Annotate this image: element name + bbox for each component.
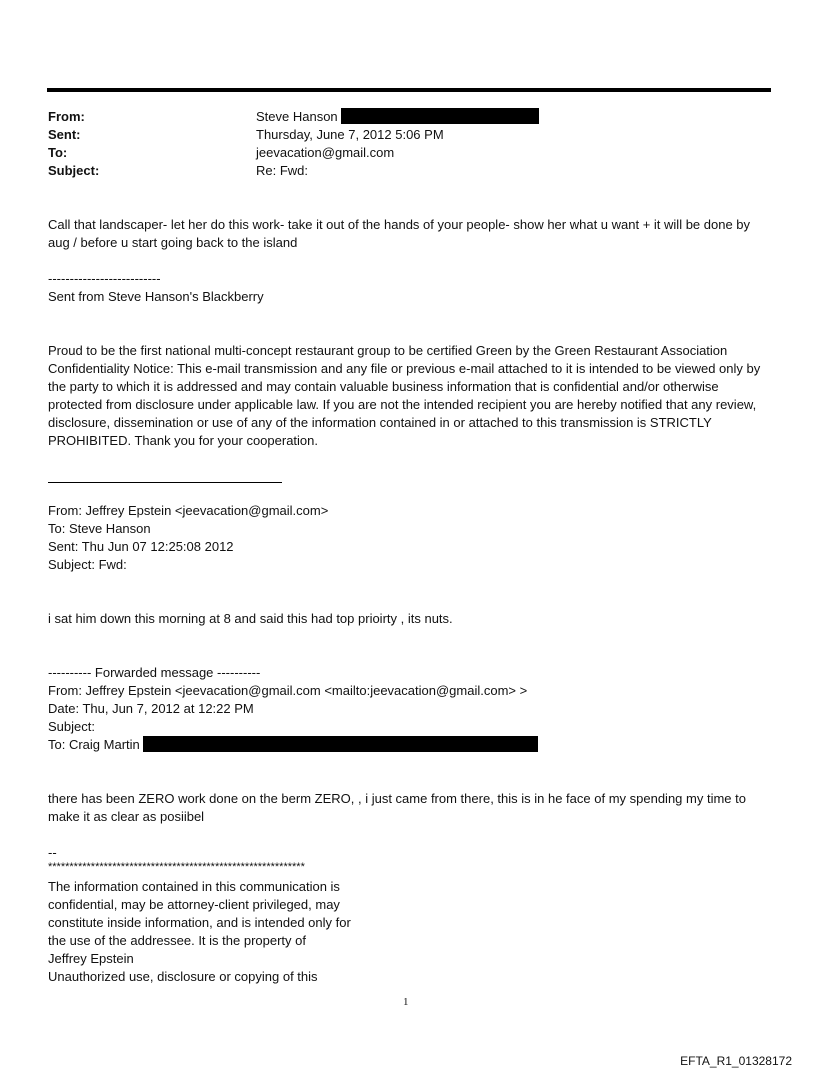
footer-stars: ************************************************************ [48, 861, 305, 873]
page-number: 1 [403, 996, 409, 1008]
reply-body: Call that landscaper- let her do this work- take it out of the hands of your people- show her what u want + it will be done by aug / before u start going back to the island [48, 217, 751, 250]
header-from-row [48, 108, 338, 126]
sent-value: Thursday, June 7, 2012 5:06 PM [256, 127, 444, 142]
footer-line: confidential, may be attorney-client privileged, may [48, 897, 340, 912]
forwarded-subject: Subject: [48, 719, 95, 734]
forwarded-date: Date: Thu, Jun 7, 2012 at 12:22 PM [48, 701, 254, 716]
footer-line: constitute inside information, and is intended only for [48, 915, 351, 930]
quoted-sent: Sent: Thu Jun 07 12:25:08 2012 [48, 539, 234, 554]
forwarded-body: there has been ZERO work done on the berm ZERO, , i just came from there, this is in he face of my spending my time to make it as clear as posiibel [48, 791, 746, 824]
quoted-from: From: Jeffrey Epstein <jeevacation@gmail.com> [48, 503, 329, 518]
header-rule [47, 88, 771, 92]
header-to-row [48, 144, 395, 162]
quoted-subject: Subject: Fwd: [48, 557, 127, 572]
from-label: From: [48, 109, 85, 124]
header-sent-row [48, 126, 444, 144]
quoted-to: To: Steve Hanson [48, 521, 151, 536]
redaction-block [341, 108, 539, 124]
forwarded-marker: ---------- Forwarded message ---------- [48, 665, 261, 680]
forwarded-to: To: Craig Martin [48, 736, 538, 754]
subject-label: Subject: [48, 163, 100, 178]
subject-value: Re: Fwd: [256, 163, 309, 178]
quote-divider [48, 482, 282, 483]
from-value: Steve Hanson [256, 108, 539, 126]
confidentiality-notice: Proud to be the first national multi-concept restaurant group to be certified Green by the Green Restaurant Association Confidentiality Notice: This e-mail transmission and any file or previous e-mail attached to it is intended to be viewed only by the party to which it is addressed and may contain valuable business information that is confidential and/or otherwise protected from disclosure under applicable law. If you are not the intended recipient you are hereby notified that any review, disclosure, dissemination or use of any of the information contained in or attached to this transmission is STRICTLY PROHIBITED. Thank you for your cooperation. [48, 343, 761, 448]
forwarded-from: From: Jeffrey Epstein <jeevacation@gmail.com <mailto:jeevacation@gmail.com> > [48, 683, 528, 698]
quoted-body: i sat him down this morning at 8 and said this had top prioirty , its nuts. [48, 611, 453, 626]
to-label: To: [48, 145, 68, 160]
sent-label: Sent: [48, 127, 81, 142]
signature-separator: -------------------------- [48, 271, 161, 286]
footer-dashes: -- [48, 845, 57, 860]
footer-line: the use of the addressee. It is the property of [48, 933, 306, 948]
footer-line: Unauthorized use, disclosure or copying of this [48, 969, 318, 984]
signature: Sent from Steve Hanson's Blackberry [48, 289, 264, 304]
bates-number: EFTA_R1_01328172 [680, 1054, 792, 1068]
redaction-block [143, 736, 538, 752]
to-value: jeevacation@gmail.com [256, 145, 395, 160]
header-subject-row [48, 162, 309, 180]
footer-line: The information contained in this communication is [48, 879, 340, 894]
footer-line: Jeffrey Epstein [48, 951, 134, 966]
